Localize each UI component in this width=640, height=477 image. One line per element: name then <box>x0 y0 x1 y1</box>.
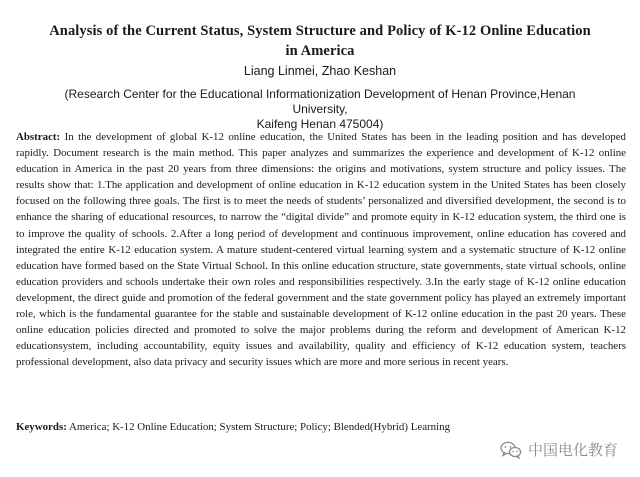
affiliation-line-2: Kaifeng Henan 475004) <box>256 117 384 131</box>
watermark-text: 中国电化教育 <box>527 441 618 459</box>
wechat-icon <box>500 441 522 459</box>
title-line-2: in America <box>285 43 355 59</box>
abstract-label: Abstract: <box>16 131 61 143</box>
authors: Liang Linmei, Zhao Keshan <box>243 64 397 78</box>
affiliation-line-1: (Research Center for the Educational Informationization Development of Henan Province,Henan University, <box>64 87 576 116</box>
affiliation <box>40 87 600 132</box>
wechat-watermark <box>500 439 618 460</box>
abstract-text: In the development of global K-12 online education, the United States has been in the leading position and has developed rapidly. Document research is the main method. This paper analyzes and summarizes the experience and development of K-12 online education in America in the past 20 years from three dimensions: the origins and motivations, system structure and policy issues. The results show that: 1.The application and development of online education in K-12 education system in the United States has been closely focused on the following three goals. The first is to meet the needs of students’ personalized and diversified development, the second is to enhance the sharing of educational resources, to narrow the “digital divide” and promote equity in K-12 education system, the third one is to improve the quality of schools. 2.After a long period of development and continuous improvement, online education has covered and integrated the entire K-12 education system. A mature student-centered virtual learning system and a systematic structure of K-12 online education have formed based on the State Virtual School. In this online education structure, state governments, state virtual schools, online education providers and schools undertake their own roles and responsibilities respectively. 3.In the early stage of K-12 online education development, the direct guide and promotion of the federal government and the state government policy has played an extremely important role, which is the fundamental guarantee for the stable and sustainable development of K-12 online education in the past 20 years. These online education policies directed and promoted to solve the major problems during the reform and development of American K-12 educationsystem, including accountability, equity issues and availability, quality and efficiency of K-12 education system, teachers professional development, also data privacy and security issues which are more and more serious in recent years. <box>16 131 626 369</box>
keywords-text: America; K-12 Online Education; System Structure; Policy; Blended(Hybrid) Learning <box>68 421 451 433</box>
title-line-1: Analysis of the Current Status, System Structure and Policy of K-12 Online Education <box>49 23 591 39</box>
keywords <box>16 419 626 435</box>
abstract <box>16 129 626 370</box>
keywords-label: Keywords: <box>16 421 67 433</box>
paper-title <box>14 21 626 61</box>
